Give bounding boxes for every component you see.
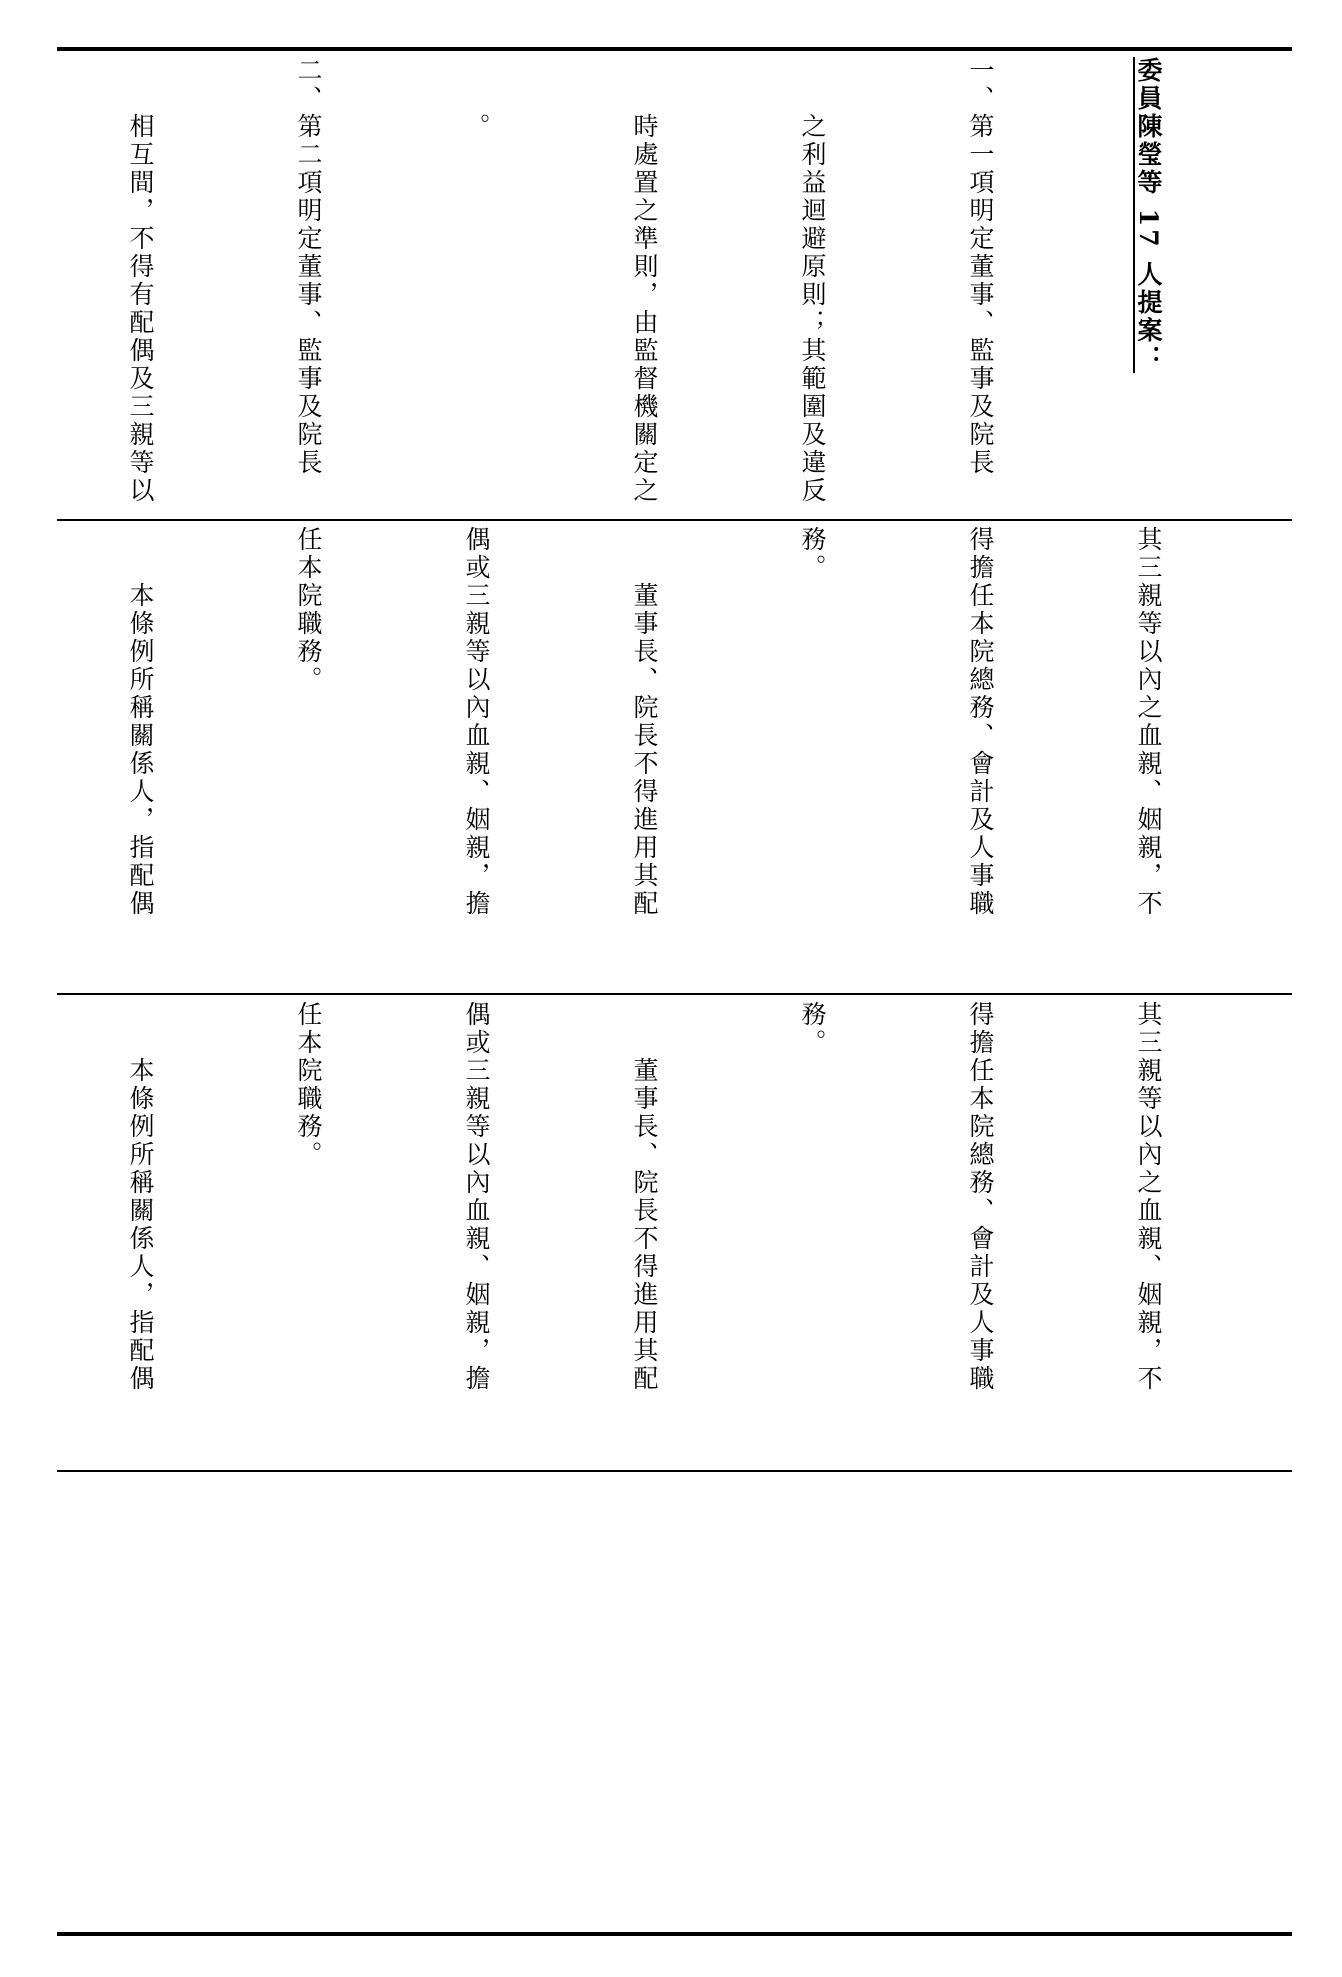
text-line: 二、第二項明定董事、監事及院長 [294, 57, 323, 477]
text-line: 董事長、院長不得進用其配 [630, 526, 659, 918]
panel-top [57, 51, 1292, 525]
text-line: 。 [462, 57, 491, 141]
text-line: 董事長、院長不得進用其配 [630, 1001, 659, 1393]
panel-top-text [57, 57, 1288, 519]
panel-middle-text [57, 526, 1288, 988]
text-line: 得擔任本院總務、會計及人事職 [966, 526, 995, 918]
text-line: 偶或三親等以內血親、姻親，擔 [462, 526, 491, 918]
text-line: 本條例所稱關係人，指配偶 [126, 1001, 155, 1393]
bottom-rule [57, 1932, 1292, 1936]
text-line: 偶或三親等以內血親、姻親，擔 [462, 1001, 491, 1393]
section-divider-3 [57, 1470, 1292, 1472]
text-line: 時處置之準則，由監督機關定之 [630, 57, 659, 505]
text-line: 得擔任本院總務、會計及人事職 [966, 1001, 995, 1393]
text-line: 其三親等以內之血親、姻親，不 [1134, 1001, 1163, 1393]
text-line: 之利益迴避原則；其範圍及違反 [798, 57, 827, 505]
text-line: 其三親等以內之血親、姻親，不 [1134, 526, 1163, 918]
text-line: 務。 [798, 1001, 827, 1057]
panel-middle [57, 520, 1292, 992]
proposal-heading: 委員陳瑩等 17 人提案： [1134, 57, 1163, 374]
panel-bottom [57, 995, 1292, 1469]
text-line: 一、第一項明定董事、監事及院長 [966, 57, 995, 477]
text-line: 務。 [798, 526, 827, 582]
panel-bottom-text [57, 1001, 1288, 1463]
text-line: 本條例所稱關係人，指配偶 [126, 526, 155, 918]
text-line: 任本院職務。 [294, 1001, 323, 1169]
text-line: 任本院職務。 [294, 526, 323, 694]
text-line: 相互間，不得有配偶及三親等以 [126, 57, 155, 505]
